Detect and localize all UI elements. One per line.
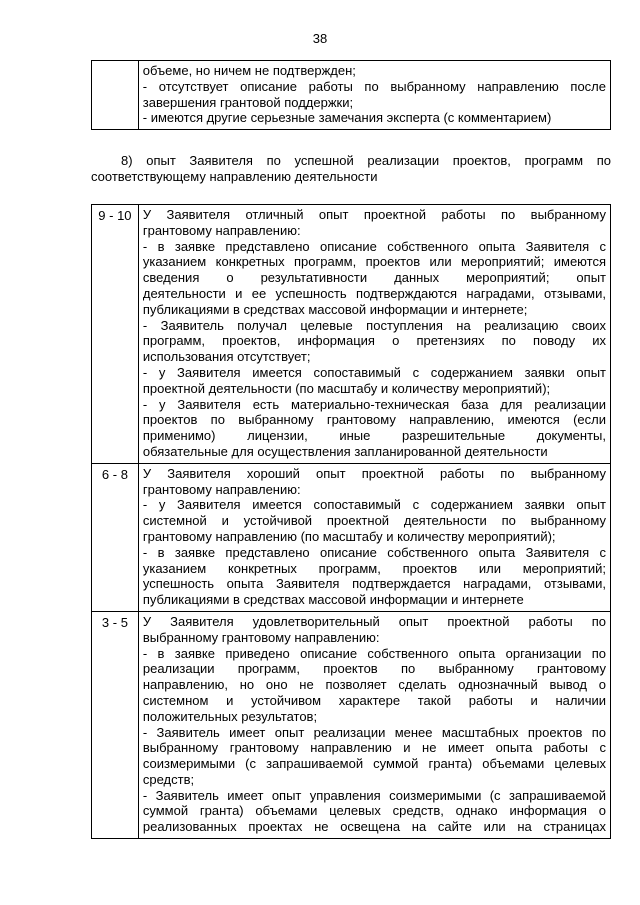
- text-line: направлению, но оно не позволяет сделать однозначный вывод о: [142, 677, 606, 693]
- description-cell: [138, 611, 610, 838]
- text-line: У Заявителя хороший опыт проектной работы по выбранному: [142, 465, 606, 481]
- text-line: - Заявитель имеет опыт реализации менее масштабных проектов по: [142, 724, 606, 740]
- text-line: деятельности и ее успешность подтверждаются наградами, отзывами,: [142, 285, 606, 301]
- scoring-table: [91, 204, 611, 839]
- text-line: соизмеримыми (с запрашиваемой суммой гранта) объемами целевых: [142, 756, 606, 772]
- description-cell: [138, 463, 610, 611]
- text-line: публикациями в средствах массовой информации и интернете;: [142, 301, 528, 317]
- text-line: средств;: [142, 771, 195, 787]
- text-line: сведения о результативности данных мероприятий; опыт: [142, 270, 606, 286]
- criterion-line: соответствующему направлению деятельности: [91, 169, 378, 184]
- text-line: - отсутствует описание работы по выбранному направлению после: [142, 78, 606, 94]
- text-line: - в заявке представлено описание собственного опыта Заявителя с: [142, 544, 606, 560]
- text-line: проектной деятельности (по масштабу и количеству мероприятий);: [142, 380, 551, 396]
- score-cell: 3 - 5: [92, 611, 139, 838]
- text-line: У Заявителя удовлетворительный опыт проектной работы по: [142, 613, 606, 629]
- text-line: У Заявителя отличный опыт проектной работы по выбранному: [142, 207, 606, 222]
- table-row: [92, 463, 611, 611]
- criterion-line: 8) опыт Заявителя по успешной реализации проектов, программ по: [121, 153, 611, 168]
- score-cell: 9 - 10: [92, 205, 139, 464]
- text-line: выбранному грантовому направлению и не имеет опыта работы с: [142, 740, 606, 756]
- text-line: - в заявке приведено описание собственного опыта организации по: [142, 645, 606, 661]
- text-line: - Заявитель имеет опыт управления соизмеримыми (с запрашиваемой: [142, 787, 606, 803]
- text-line: выбранному грантовому направлению:: [142, 629, 380, 645]
- text-line: использования отсутствует;: [142, 349, 311, 365]
- description-cell: [138, 205, 610, 464]
- text-line: проектов по выбранному грантовому направлению, имеются (если: [142, 412, 606, 428]
- text-line: системной и устойчивой проектной деятельности по выбранному: [142, 513, 606, 529]
- criterion-heading: [91, 153, 611, 185]
- text-line: системном и устойчивом характере такой работы и наличии: [142, 692, 606, 708]
- text-line: публикациями в средствах массовой информации и интернете: [142, 592, 524, 608]
- text-line: - в заявке представлено описание собственного опыта Заявителя с: [142, 238, 606, 254]
- text-line: - у Заявителя есть материально-техническая база для реализации: [142, 396, 606, 412]
- text-line: завершения грантовой поддержки;: [142, 94, 354, 110]
- text-line: - у Заявителя имеется сопоставимый с содержанием заявки опыт: [142, 364, 606, 380]
- text-line: объеме, но ничем не подтвержден;: [142, 63, 356, 78]
- text-line: обязательные для осуществления запланированной деятельности: [142, 443, 548, 459]
- score-cell: 6 - 8: [92, 463, 139, 611]
- text-line: - Заявитель получал целевые поступления на реализацию своих: [142, 317, 606, 333]
- text-line: грантовому направлению:: [142, 222, 301, 238]
- table-row: [92, 61, 611, 130]
- text-line: грантовому направлению:: [142, 481, 301, 497]
- description-cell: [138, 61, 610, 130]
- text-line: - у Заявителя имеется сопоставимый с содержанием заявки опыт: [142, 497, 606, 513]
- text-line: реализованных проектах не освещена на сайте или на страницах: [142, 819, 606, 835]
- table-row: [92, 611, 611, 838]
- text-line: - имеются другие серьезные замечания эксперта (с комментарием): [142, 110, 552, 126]
- text-line: программ, проектов, информация о претензиях по поводу их: [142, 333, 606, 349]
- table-row: [92, 205, 611, 464]
- score-cell-empty: [92, 61, 139, 130]
- text-line: положительных результатов;: [142, 708, 318, 724]
- text-line: указанием конкретных программ, проектов или мероприятий; имеются: [142, 254, 606, 270]
- text-line: успешность опыта Заявителя подтверждается наградами, отзывами,: [142, 576, 606, 592]
- page-number: 38: [312, 31, 328, 46]
- text-line: грантовому направлению (по масштабу и количеству мероприятий);: [142, 528, 556, 544]
- text-line: применимо) лицензии, иные разрешительные документы,: [142, 428, 606, 444]
- text-line: указанием конкретных программ, проектов или мероприятий;: [142, 560, 606, 576]
- table-continuation: [91, 60, 611, 130]
- text-line: суммой гранта) объемами целевых средств, однако информация о: [142, 803, 606, 819]
- text-line: реализации программ, проектов по выбранному грантовому: [142, 661, 606, 677]
